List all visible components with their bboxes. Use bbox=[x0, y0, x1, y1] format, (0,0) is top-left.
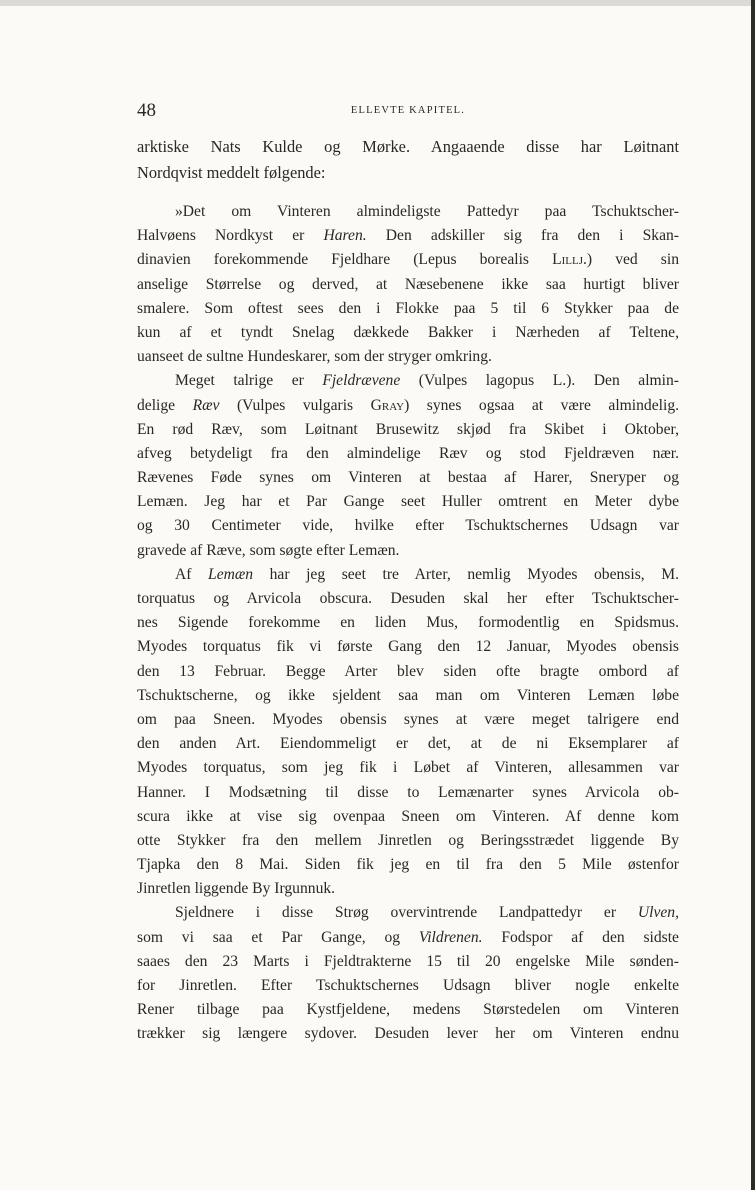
text-line: for Jinretlen. Efter Tschuktschernes Udsagn bliver nogle enkelte bbox=[137, 977, 679, 994]
author-gray: Gray bbox=[370, 396, 405, 414]
author-lillj: Lillj bbox=[552, 251, 584, 269]
text-line: smalere. Som oftest sees den i Flokke paa 5 til 6 Stykker paa de bbox=[137, 299, 679, 317]
text-line: Hanner. I Modsætning til disse to Lemænarter synes Arvicola ob- bbox=[137, 783, 679, 801]
page-edge-top bbox=[0, 0, 755, 6]
text-line: trækker sig længere sydover. Desuden lever her om Vinteren endnu bbox=[137, 1025, 679, 1043]
text-line: Myodes torquatus fik vi første Gang den 12 Januar, Myodes obensis bbox=[137, 638, 679, 656]
text-line: Lemæn. Jeg har et Par Gange seet Huller omtrent en Meter dybe bbox=[137, 493, 679, 511]
running-head: ELLEVTE KAPITEL. bbox=[350, 105, 466, 116]
species-vildrenen: Vildrenen. bbox=[418, 928, 483, 946]
text-line: uanseet de sultne Hundeskarer, som der stryger omkring. bbox=[137, 348, 492, 366]
text-line: om paa Sneen. Myodes obensis synes at være meget talrigere end bbox=[137, 710, 679, 728]
page-edge-right bbox=[751, 0, 755, 1190]
text-line: og 30 Centimeter vide, hvilke efter Tschuktschernes Udsagn var bbox=[137, 517, 679, 535]
paragraph-ulven bbox=[137, 901, 679, 1046]
text-line: dinavien forekommende Fjeldhare (Lepus borealis Lillj.) ved sin bbox=[137, 251, 679, 269]
species-ulven: Ulven, bbox=[637, 904, 679, 922]
body-text bbox=[137, 134, 679, 1047]
text-line: arktiske Nats Kulde og Mørke. Angaaende disse har Løitnant bbox=[137, 137, 679, 156]
lead-paragraph bbox=[137, 134, 679, 186]
text-line: Nordqvist meddelt følgende: bbox=[137, 163, 326, 182]
text-line: Tjapka den 8 Mai. Siden fik jeg en til fra den 5 Mile østenfor bbox=[137, 856, 679, 874]
text-line: den 13 Februar. Begge Arter blev siden ofte bragte ombord af bbox=[137, 662, 679, 680]
species-lemaen: Lemæn bbox=[208, 565, 254, 583]
species-haren: Haren. bbox=[323, 227, 367, 245]
text-line: Tschuktscherne, og ikke sjeldent saa man om Vinteren Lemæn løbe bbox=[137, 686, 679, 704]
text-line: Sjeldnere i disse Strøg overvintrende Landpattedyr er Ulven, bbox=[175, 904, 679, 922]
paragraph-haren bbox=[137, 200, 679, 369]
page-header bbox=[137, 96, 679, 126]
species-raev: Ræv bbox=[192, 396, 220, 414]
text-line: nes Sigende forekomme en liden Mus, formodentlig en Spidsmus. bbox=[137, 614, 679, 632]
text-line: Meget talrige er Fjeldrævene (Vulpes lagopus L.). Den almin- bbox=[175, 372, 679, 390]
species-fjeldraevene: Fjeldrævene bbox=[322, 372, 401, 390]
text-line: otte Stykker fra den mellem Jinretlen og Beringsstrædet liggende By bbox=[137, 831, 679, 849]
text-line: Myodes torquatus, som jeg fik i Løbet af Vinteren, allesammen var bbox=[137, 759, 679, 777]
text-line: Rener tilbage paa Kystfjeldene, medens Størstedelen om Vinteren bbox=[137, 1001, 679, 1019]
text-line: kun af et tyndt Snelag dækkede Bakker i Nærheden af Teltene, bbox=[137, 323, 679, 341]
text-line: Halvøens Nordkyst er Haren. Den adskiller sig fra den i Skan- bbox=[137, 227, 679, 245]
page-number: 48 bbox=[137, 100, 156, 121]
paragraph-raeve bbox=[137, 369, 679, 563]
text-line: den anden Art. Eiendommeligt er det, at de ni Eksemplarer af bbox=[137, 735, 679, 753]
text-line: saaes den 23 Marts i Fjeldtrakterne 15 til 20 engelske Mile sønden- bbox=[137, 952, 679, 970]
text-line: »Det om Vinteren almindeligste Pattedyr paa Tschuktscher- bbox=[175, 203, 679, 220]
text-line: En rød Ræv, som Løitnant Brusewitz skjød fra Skibet i Oktober, bbox=[137, 420, 679, 438]
text-line: torquatus og Arvicola obscura. Desuden skal her efter Tschuktscher- bbox=[137, 590, 679, 607]
text-line: Af Lemæn har jeg seet tre Arter, nemlig Myodes obensis, M. bbox=[175, 565, 679, 583]
text-line: afveg betydeligt fra den almindelige Ræv og stod Fjeldræven nær. bbox=[137, 444, 679, 462]
text-line: som vi saa et Par Gange, og Vildrenen. Fodspor af den sidste bbox=[137, 928, 679, 946]
text-line: delige Ræv (Vulpes vulgaris Gray) synes ogsaa at være almindelig. bbox=[137, 396, 680, 414]
text-line: scura ikke at vise sig ovenpaa Sneen om Vinteren. Af denne kom bbox=[137, 807, 679, 825]
text-line: gravede af Ræve, som søgte efter Lemæn. bbox=[137, 541, 400, 559]
paragraph-lemaen bbox=[137, 563, 679, 902]
text-line: anselige Størrelse og derved, at Næsebenene ikke saa hurtigt bliver bbox=[137, 275, 679, 293]
text-line: Jinretlen liggende By Irgunnuk. bbox=[137, 880, 336, 898]
text-line: Rævenes Føde synes om Vinteren at bestaa af Harer, Sneryper og bbox=[137, 469, 679, 487]
